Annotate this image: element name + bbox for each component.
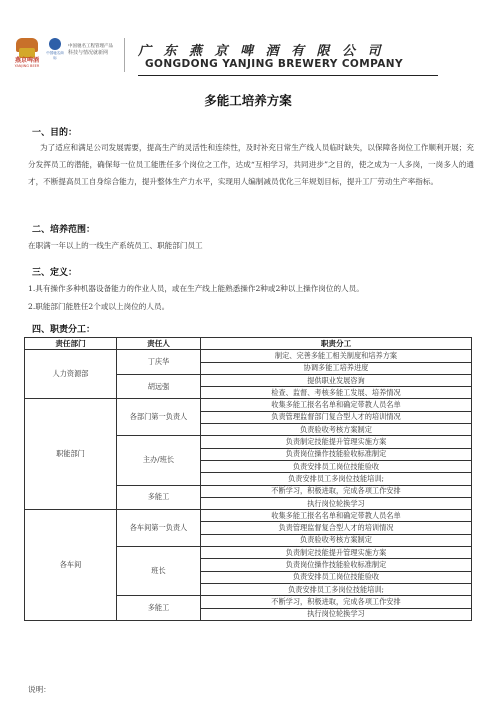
duty-cell: 负责管理监督复合型人才的培训情况	[201, 522, 472, 534]
letterhead	[0, 0, 496, 80]
yanjing-logo	[10, 38, 44, 68]
slogan-line2: 科技与情况就新网	[68, 50, 109, 56]
section-heading-definition: 三、定义：	[32, 268, 78, 278]
section-heading-duties: 四、职责分工：	[32, 325, 96, 335]
duty-cell: 执行岗位轮换学习	[201, 608, 472, 620]
duty-cell: 执行岗位轮换学习	[201, 497, 472, 509]
logo-text: 燕京啤酒	[14, 57, 39, 64]
table-row	[25, 399, 472, 411]
dept-cell: 各车间	[25, 510, 117, 621]
duty-cell: 不断学习，积极进取，完成各项工作安排	[201, 485, 472, 497]
definition-item-2: 2.职能部门能胜任2个或以上岗位的人员。	[28, 302, 170, 311]
definition-item-1: 1.具有操作多种机器设备能力的作业人员，或在生产线上能熟悉操作2种或2种以上操作岗位的人员。	[28, 284, 364, 293]
duty-cell: 负责安排员工多岗位技能培训;	[201, 583, 472, 595]
duty-cell: 负责安排员工岗位技能验收	[201, 571, 472, 583]
duty-cell: 负责验收考核方案制定	[201, 534, 472, 546]
header-duty: 职责分工	[201, 338, 472, 350]
duty-cell: 负责岗位操作技能验收标准制定	[201, 559, 472, 571]
company-name-cn: 广东燕京啤酒有限公司	[138, 44, 394, 59]
section-heading-scope: 二、培养范围：	[32, 225, 96, 235]
duty-cell: 负责制定技能提升管理实施方案	[201, 436, 472, 448]
duty-cell: 协调多能工培养进度	[201, 362, 472, 374]
duty-cell: 提供职业发展咨询	[201, 374, 472, 386]
scope-text: 在职满一年以上的一线生产系统员工、职能部门员工	[28, 241, 203, 250]
purpose-paragraph	[28, 139, 474, 190]
trademark-text: 中国驰名商标	[46, 51, 64, 60]
header-dept: 责任部门	[25, 338, 117, 350]
duty-cell: 负责制定技能提升管理实施方案	[201, 547, 472, 559]
person-cell: 班长	[117, 547, 201, 596]
table-row	[25, 350, 472, 362]
person-cell: 多能工	[117, 485, 201, 510]
dept-cell: 职能部门	[25, 399, 117, 510]
duty-cell: 检查、监督、考核多能工发展、培养情况	[201, 387, 472, 399]
company-name-en: GONGDONG YANJING BREWERY COMPANY	[145, 58, 403, 70]
table-header-row	[25, 338, 472, 350]
person-cell: 丁庆华	[117, 350, 201, 375]
dept-cell: 人力资源部	[25, 350, 117, 399]
duty-cell: 收集多能工报名名单和确定带教人员名单	[201, 399, 472, 411]
person-cell: 多能工	[117, 596, 201, 621]
section-heading-purpose: 一、目的：	[32, 128, 78, 138]
header-divider	[124, 38, 125, 72]
person-cell: 主办/班长	[117, 436, 201, 485]
slogan-line1: 中国驰名工程管理产品	[68, 44, 113, 49]
duty-cell: 负责安排员工岗位技能验收	[201, 460, 472, 472]
person-cell: 胡远强	[117, 374, 201, 399]
duty-cell: 负责验收考核方案制定	[201, 424, 472, 436]
header-rule	[138, 75, 438, 76]
purpose-text: 为了适应和满足公司发展需要，提高生产的灵活性和连续性，及时补充日常生产线人员临时缺失，以保障各岗位工作顺利开展；充分发挥员工的潜能，确保每一位员工能胜任多个岗位之工作，达成“互相学习，共同进步”之目的，使之成为一人多岗，一岗多人的通才，不断提高员工自身综合能力，提升整体生产力水平，实现用人编制减员优化三年规划目标，提升工厂劳动生产率指标。	[28, 143, 474, 186]
duty-table	[24, 337, 472, 621]
document-title: 多能工培养方案	[204, 93, 292, 108]
logo-subtext: YANJING BEER	[14, 64, 40, 68]
duty-cell: 负责岗位操作技能验收标准制定	[201, 448, 472, 460]
person-cell: 各部门第一负责人	[117, 399, 201, 436]
person-cell: 各车间第一负责人	[117, 510, 201, 547]
note-label: 说明：	[28, 685, 51, 694]
slogan	[68, 44, 113, 57]
table-row	[25, 510, 472, 522]
duty-cell: 负责安排员工多岗位技能培训;	[201, 473, 472, 485]
duty-cell: 收集多能工报名名单和确定带教人员名单	[201, 510, 472, 522]
trademark-logo	[48, 38, 62, 60]
duty-cell: 不断学习，积极进取，完成各项工作安排	[201, 596, 472, 608]
header-person: 责任人	[117, 338, 201, 350]
badge-icon	[49, 38, 61, 50]
duty-cell: 负责管理监督部门复合型人才的培训情况	[201, 411, 472, 423]
duty-cell: 制定、完善多能工相关制度和培养方案	[201, 350, 472, 362]
